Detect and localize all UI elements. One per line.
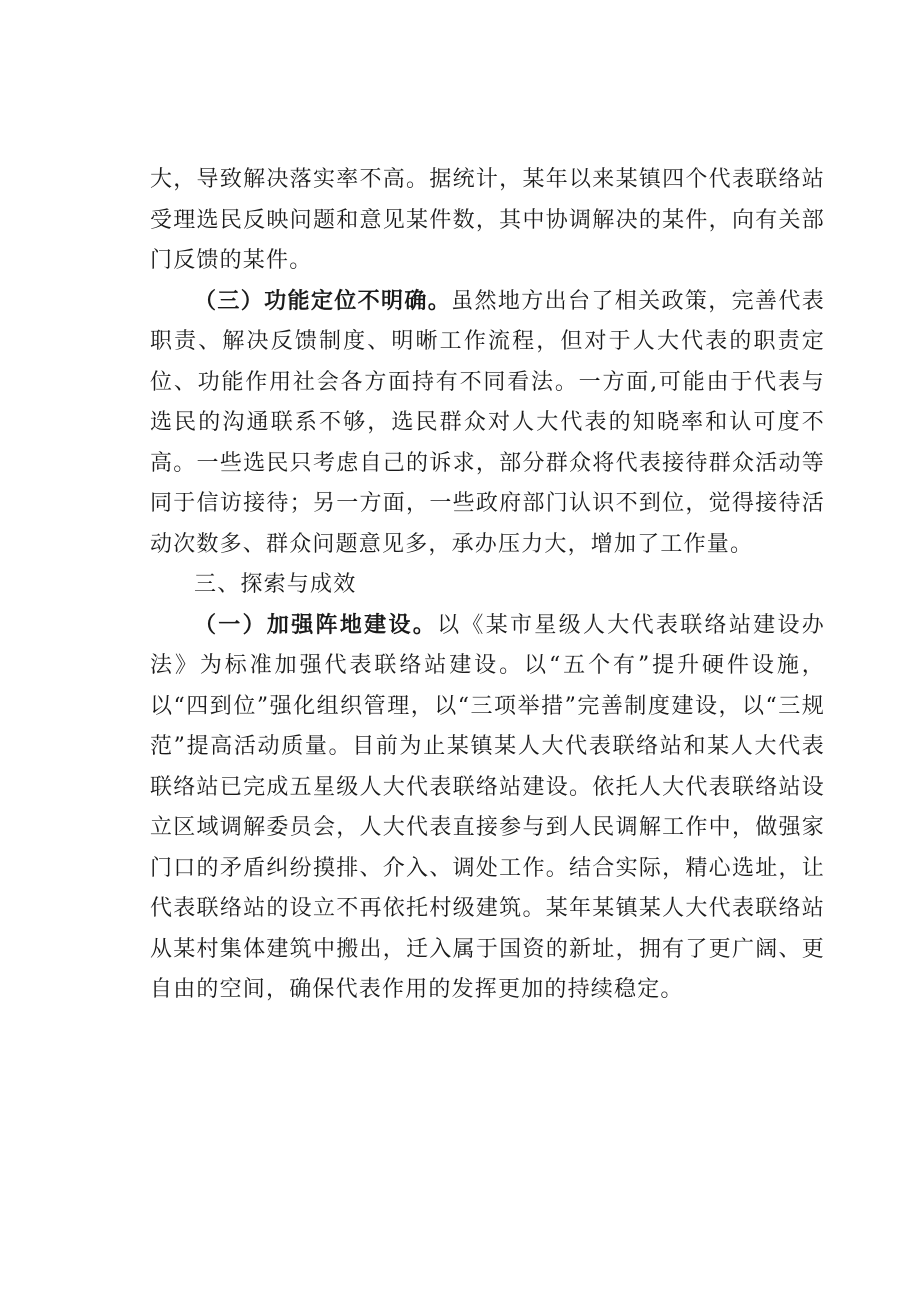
paragraph-continued: [150, 160, 825, 282]
paragraph-text: 以《某市星级人大代表联络站建设办法》为标准加强代表联络站建设。以“五个有”提升硬件设施，以“四到位”强化组织管理，以“三项举措”完善制度建设，以“三规范”提高活动质量。目前为止某镇某人大代表联络站和某人大代表联络站已完成五星级人大代表联络站建设。依托人大代表联络站设立区域调解委员会，人大代表直接参与到人民调解工作中，做强家门口的矛盾纠纷摸排、介入、调处工作。结合实际，精心选址，让代表联络站的设立不再依托村级建筑。某年某镇某人大代表联络站从某村集体建筑中搬出，迁入属于国资的新址，拥有了更广阔、更自由的空间，确保代表作用的发挥更加的持续稳定。: [150, 612, 825, 1002]
section-heading: 三、探索与成效: [194, 572, 357, 597]
paragraph-lead-heading: （一）加强阵地建设。: [194, 612, 438, 638]
document-body: [150, 160, 825, 1011]
paragraph-lead-heading: （三）功能定位不明确。: [194, 288, 452, 314]
paragraph-function-positioning: [150, 282, 825, 566]
paragraph-position-building: [150, 606, 825, 1011]
paragraph-text: 大，导致解决落实率不高。据统计，某年以来某镇四个代表联络站受理选民反映问题和意见某件数，其中协调解决的某件，向有关部门反馈的某件。: [150, 167, 825, 273]
paragraph-text: 虽然地方出台了相关政策，完善代表职责、解决反馈制度、明晰工作流程，但对于人大代表的职责定位、功能作用社会各方面持有不同看法。一方面,可能由于代表与选民的沟通联系不够，选民群众对人大代表的知晓率和认可度不高。一些选民只考虑自己的诉求，部分群众将代表接待群众活动等同于信访接待；另一方面，一些政府部门认识不到位，觉得接待活动次数多、群众问题意见多，承办压力大，增加了工作量。: [150, 288, 826, 557]
